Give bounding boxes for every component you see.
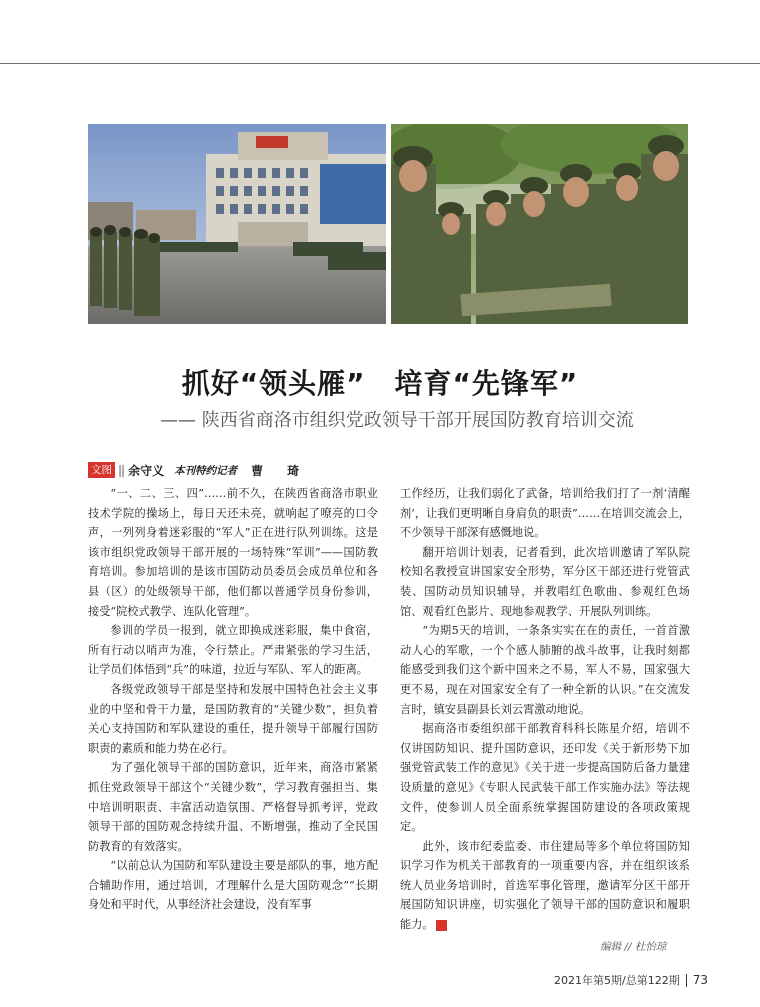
- page-number: 73: [692, 973, 708, 987]
- paragraph-last-text: 此外，该市纪委监委、市住建局等多个单位将国防知识学习作为机关干部教育的一项重要内容，并在组织该系统人员业务培训时，首选军事化管理，邀请军分区干部开展国防知识讲座，切实强化了领导干部的国防意识和履职能力。: [400, 839, 690, 932]
- article-column-left: [88, 484, 378, 915]
- paragraph: “为期5天的培训，一条条实实在在的责任，一首首激动人心的军歌，一个个感人肺腑的战斗故事，让我时刻都能感受到我们这个新中国来之不易，军人不易，国家强大更不易，现在对国家安全有了一种全新的认识。”在交流发言时，镇安县副县长刘云霄激动地说。: [400, 624, 690, 716]
- page-footer: [554, 972, 708, 988]
- byline-tag: 文图: [88, 462, 115, 478]
- byline-divider: ||: [118, 463, 125, 477]
- paragraph: 为了强化领导干部的国防意识，近年来，商洛市紧紧抓住党政领导干部这个“关键少数”，学习教育强担当、集中培训明职责、丰富活动造氛围、严格督导抓考评，党政领导干部的国防观念持续升温、不断增强，推动了全民国防教育的有效落实。: [88, 761, 378, 853]
- top-rule: [0, 63, 760, 64]
- issue-info: 2021年第5期/总第122期: [554, 974, 680, 987]
- article-column-right: [400, 484, 690, 935]
- paragraph: 翻开培训计划表，记者看到，此次培训邀请了军队院校知名教授宣讲国家安全形势，军分区干部还进行党管武装、国防动员知识辅导，并教唱红色歌曲、参观红色场馆、观看红色影片、现地参观教学、开展队列训练。: [400, 545, 690, 618]
- article-headline: 抓好“领头雁” 培育“先锋军”: [181, 367, 579, 400]
- photo-group-study: [391, 124, 688, 324]
- paragraph: “一、二、三、四”……前不久，在陕西省商洛市职业技术学院的操场上，每日天还未亮，就响起了嘹亮的口令声，一列列身着迷彩服的“军人”正在进行队列训练。这是该市组织党政领导干部开展的一场特殊“军训”——国防教育培训。参加培训的是该市国防动员委员会成员单位和各县（区）的处级领导干部，他们都以普通学员身份参训，接受“院校式教学、连队化管理”。: [88, 487, 378, 618]
- byline-author: 余守义: [128, 463, 165, 478]
- byline-author-2: 曹 琦: [251, 463, 306, 478]
- paragraph: 参训的学员一报到，就立即换成迷彩服，集中食宿，所有行动以哨声为准，令行禁止。严肃紧张的学习生活，让学员们体悟到“兵”的味道，拉近与军队、军人的距离。: [88, 624, 378, 677]
- byline-role: 本刊特约记者: [174, 464, 238, 477]
- footer-divider: [686, 974, 687, 987]
- paragraph-last: [400, 837, 690, 935]
- end-mark-icon: G: [436, 920, 447, 931]
- editor-credit: 编辑 // 杜怡琼: [600, 941, 667, 953]
- paragraph: “以前总认为国防和军队建设主要是部队的事，地方配合辅助作用，通过培训，才理解什么是大国防观念”“长期身处和平时代，从事经济社会建设，没有军事: [88, 859, 378, 912]
- article-subtitle: —— 陕西省商洛市组织党政领导干部开展国防教育培训交流: [160, 410, 634, 431]
- byline: [88, 461, 305, 479]
- paragraph: 据商洛市委组织部干部教育科科长陈星介绍，培训不仅讲国防知识、提升国防意识，还印发《关于新形势下加强党管武装工作的意见》《关于进一步提高国防后备力量建设质量的意见》《专职人民武装干部工作实施办法》等法规文件，使参训人员全面系统掌握国防建设的各项政策规定。: [400, 722, 690, 834]
- paragraph-continued: 工作经历，让我们弱化了武备，培训给我们打了一剂‘清醒剂’，让我们更明晰自身肩负的职责”……在培训交流会上，不少领导干部深有感慨地说。: [400, 487, 690, 540]
- paragraph: 各级党政领导干部是坚持和发展中国特色社会主义事业的中坚和骨干力量，是国防教育的“关键少数”，担负着关心支持国防和军队建设的重任，提升领导干部履行国防职责的素质和能力势在必行。: [88, 682, 378, 755]
- photo-formation-drill: [88, 124, 386, 324]
